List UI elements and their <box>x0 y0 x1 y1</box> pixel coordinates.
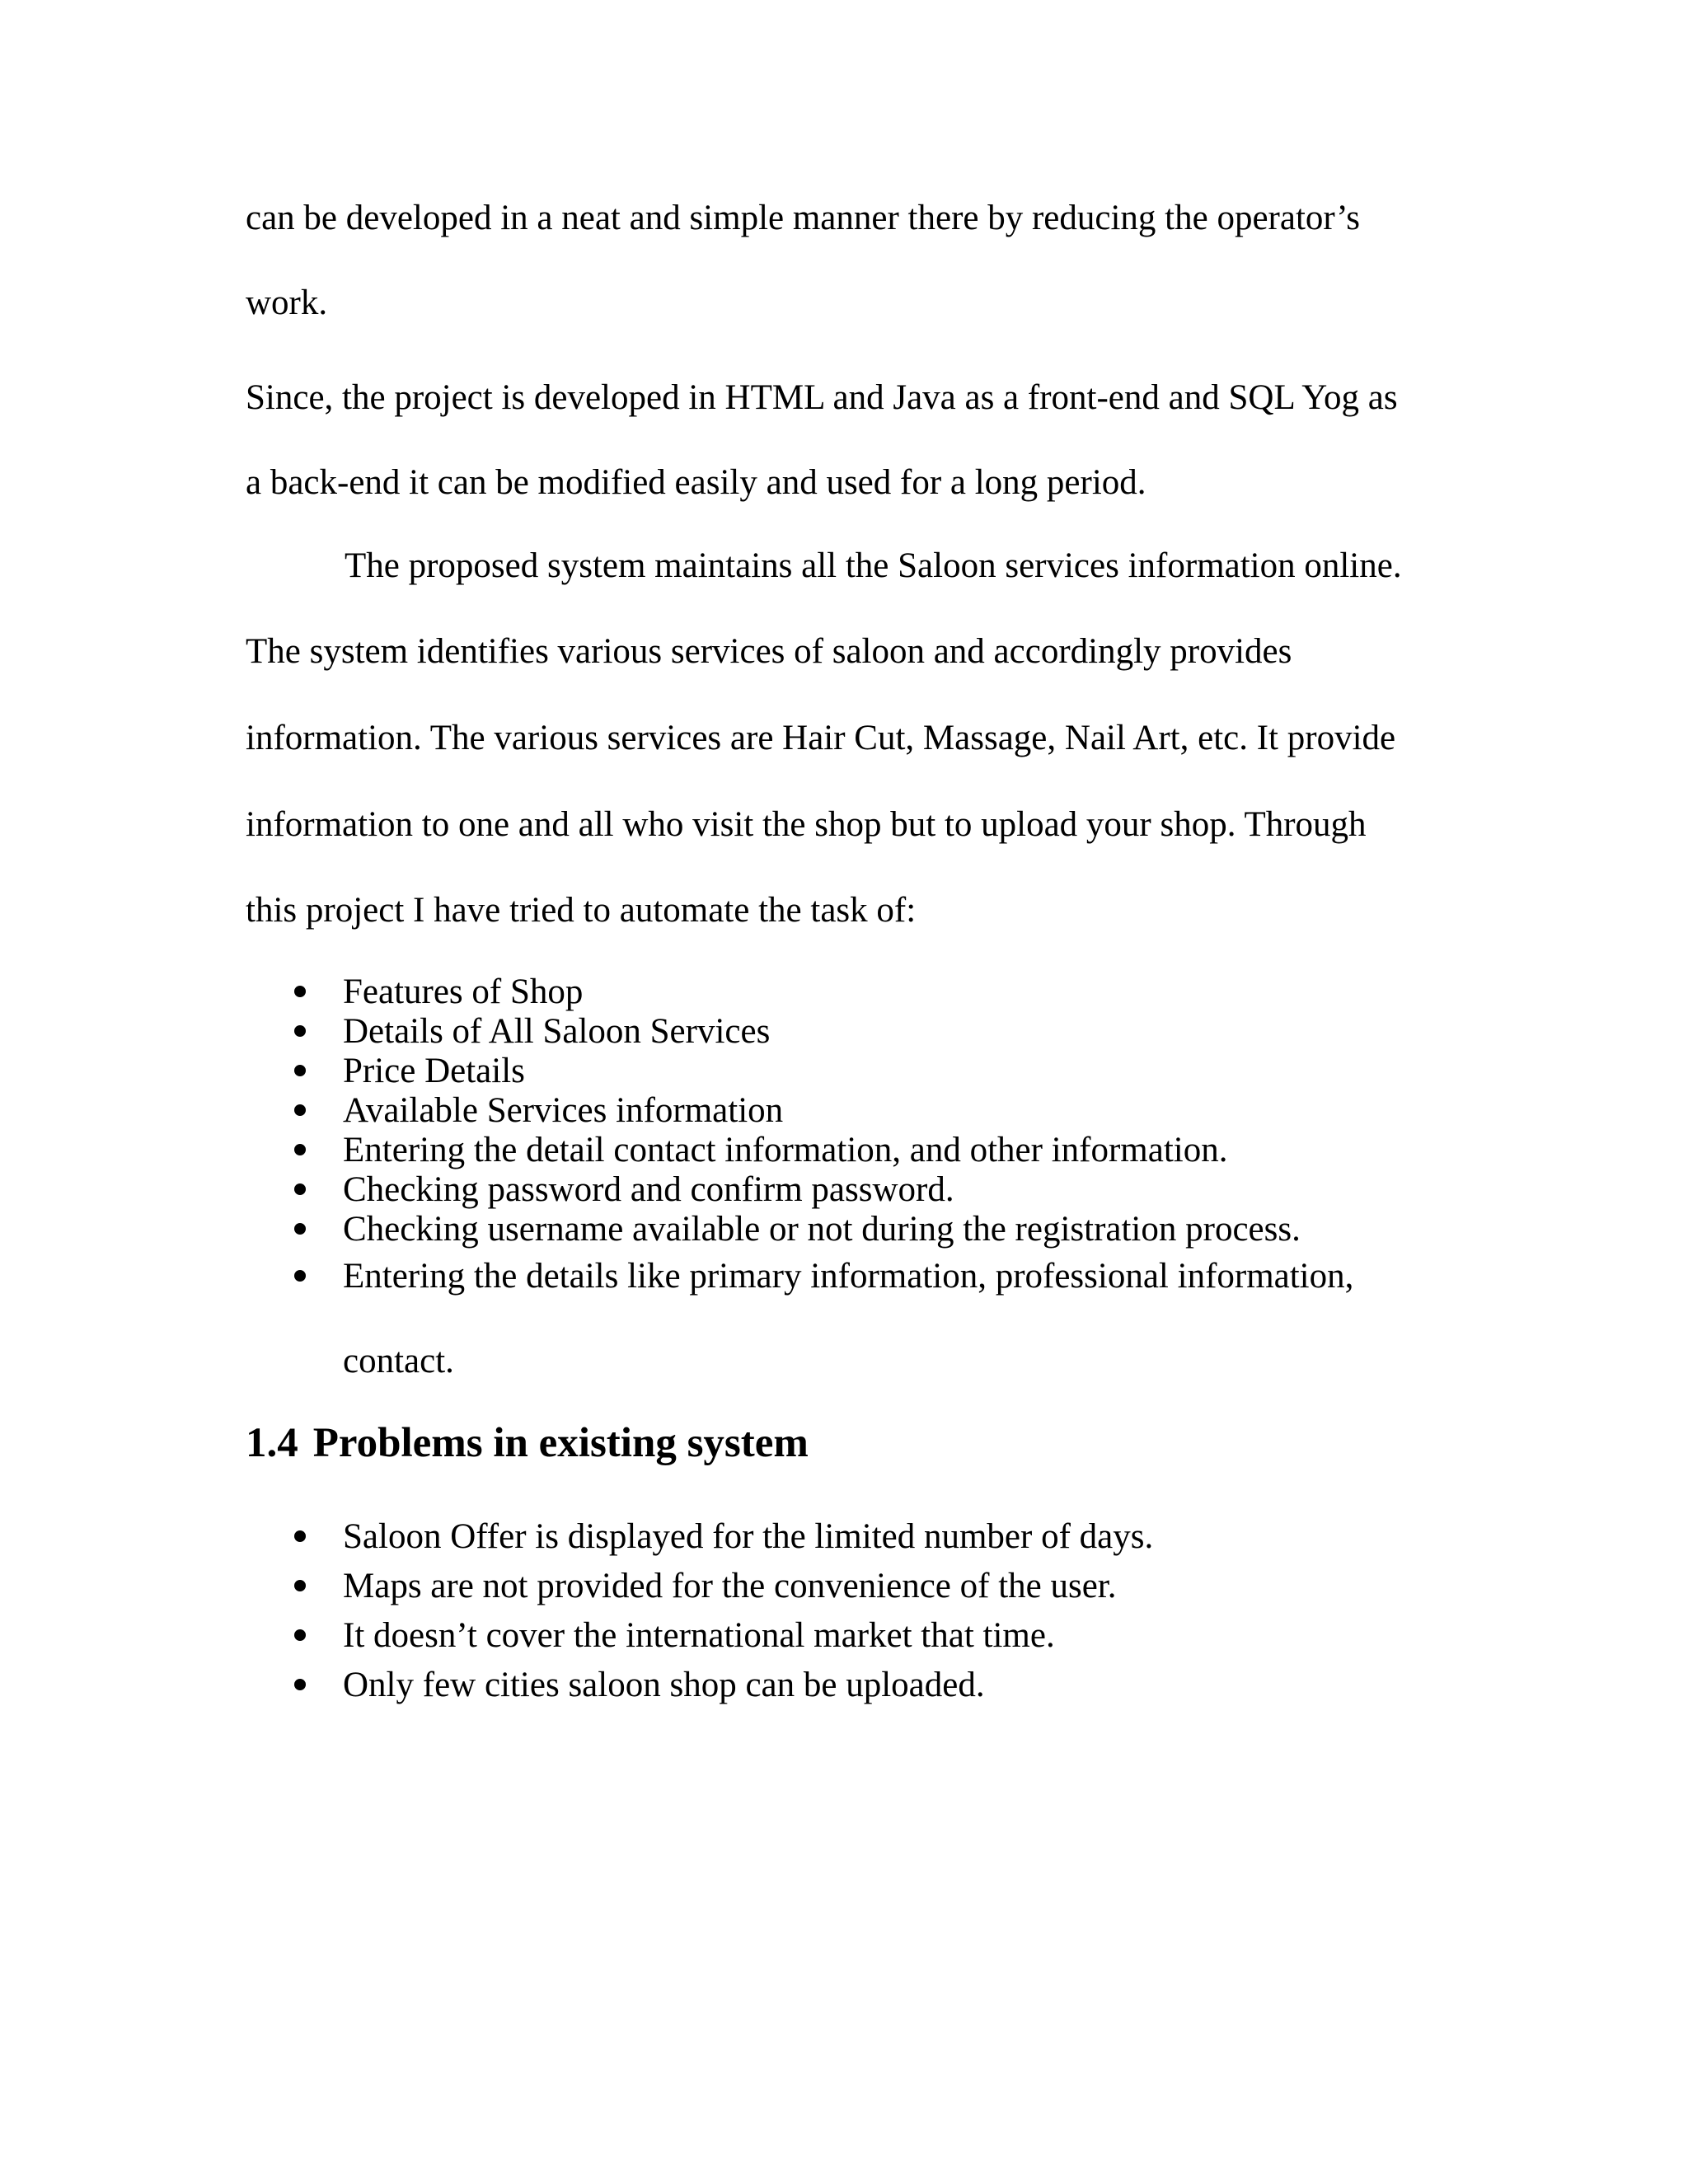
paragraph-line: Since, the project is developed in HTML and Java as a front-end and SQL Yog as <box>246 378 1398 417</box>
list-item: It doesn’t cover the international market that time. <box>343 1616 1055 1655</box>
bullet-icon <box>294 1580 306 1591</box>
list-item: Checking password and confirm password. <box>343 1170 954 1209</box>
bullet-icon <box>294 1223 306 1235</box>
bullet-icon <box>294 986 306 997</box>
paragraph-line: information to one and all who visit the shop but to upload your shop. Through <box>246 805 1367 844</box>
list-item: Available Services information <box>343 1091 784 1130</box>
bullet-icon <box>294 1065 306 1076</box>
list-item: Entering the detail contact information, and other information. <box>343 1131 1228 1169</box>
paragraph-line: a back-end it can be modified easily and used for a long period. <box>246 463 1146 502</box>
section-number: 1.4 <box>246 1420 298 1466</box>
bullet-icon <box>294 1629 306 1641</box>
list-item: Price Details <box>343 1052 525 1090</box>
paragraph-line: work. <box>246 284 328 322</box>
list-item: Only few cities saloon shop can be uploaded. <box>343 1666 985 1704</box>
list-item: Maps are not provided for the convenience of the user. <box>343 1567 1117 1605</box>
paragraph-line: information. The various services are Hair Cut, Massage, Nail Art, etc. It provide <box>246 719 1396 757</box>
bullet-icon <box>294 1144 306 1155</box>
section-title: Problems in existing system <box>312 1420 809 1466</box>
list-item-continuation: contact. <box>343 1342 454 1380</box>
list-item: Entering the details like primary information, professional information, <box>343 1257 1354 1296</box>
bullet-icon <box>294 1025 306 1037</box>
paragraph-line: this project I have tried to automate the task of: <box>246 891 917 930</box>
paragraph-line: The system identifies various services of saloon and accordingly provides <box>246 632 1292 671</box>
paragraph-line: can be developed in a neat and simple manner there by reducing the operator’s <box>246 199 1360 237</box>
list-item: Details of All Saloon Services <box>343 1012 771 1051</box>
list-item: Features of Shop <box>343 972 584 1011</box>
paragraph-line: The proposed system maintains all the Saloon services information online. <box>345 546 1402 585</box>
bullet-icon <box>294 1183 306 1195</box>
bullet-icon <box>294 1530 306 1542</box>
bullet-icon <box>294 1270 306 1282</box>
list-item: Checking username available or not during the registration process. <box>343 1210 1301 1249</box>
bullet-icon <box>294 1104 306 1116</box>
bullet-icon <box>294 1679 306 1690</box>
list-item: Saloon Offer is displayed for the limited number of days. <box>343 1517 1154 1556</box>
section-heading <box>246 1418 809 1468</box>
